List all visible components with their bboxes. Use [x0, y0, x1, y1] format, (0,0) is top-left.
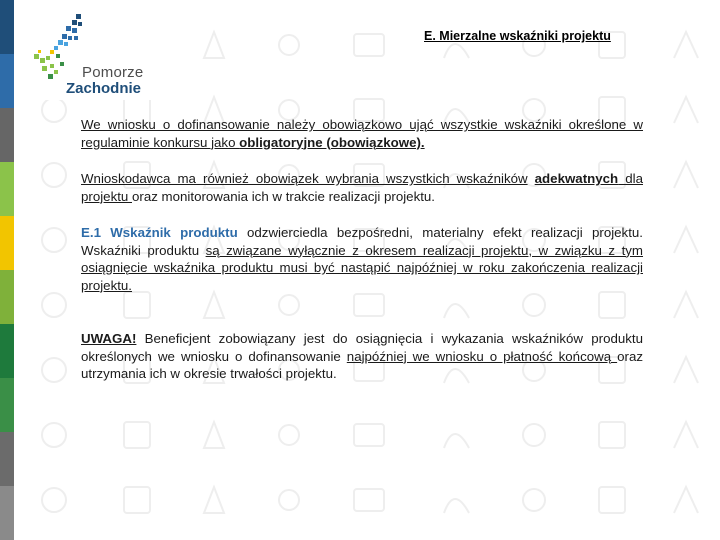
paragraph-adequate-indicators: [81, 170, 643, 205]
paragraph-obligatory-indicators: [81, 116, 643, 151]
p1-end: .: [420, 134, 425, 150]
paragraph-product-indicator: [81, 224, 643, 294]
p1-text: We wniosku o dofinansowanie należy obowiązkowo ująć wszystkie wskaźniki określone w regulaminie konkursu jako: [81, 117, 643, 150]
p3-heading: E.1 Wskaźnik produktu: [81, 225, 238, 240]
left-color-stripe: [0, 0, 14, 540]
p2-underlined2: dla projektu: [81, 171, 643, 204]
p3-underlined: są związane wyłącznie z okresem realizacji projektu, w związku z tym osiągnięcie wskaźnika produktu musi być nastąpić najpóźniej w roku zakończenia realizacji projektu.: [81, 242, 644, 293]
logo-text-pomorze: Pomorze: [82, 64, 144, 81]
p2-text-underlined: Wnioskodawca ma również obowiązek wybrania wszystkich wskaźników: [81, 171, 528, 186]
p4-underlined: najpóźniej we wniosku o płatność końcową: [346, 348, 618, 364]
logo-text-zachodnie: Zachodnie: [66, 80, 142, 97]
p3-text: odzwierciedla bezpośredni, materialny efekt realizacji projektu. Wskaźniki produktu: [81, 225, 643, 258]
paragraph-warning: [81, 330, 643, 383]
content-body: [81, 116, 643, 383]
p4-rest: oraz utrzymania ich w okresie trwałości projektu.: [81, 348, 643, 381]
p2-bold: adekwatnych: [534, 171, 619, 186]
p2-rest: oraz monitorowania ich w trakcie realizacji projektu.: [132, 188, 435, 204]
page-title: E. Mierzalne wskaźniki projektu: [424, 29, 611, 43]
p4-label: UWAGA!: [81, 331, 137, 346]
p4-text: Beneficjent zobowiązany jest do osiągnięcia i wykazania wskaźników produktu określonych we wniosku o dofinansowanie: [81, 331, 643, 364]
p1-bold: obligatoryjne (obowiązkowe): [239, 134, 421, 150]
